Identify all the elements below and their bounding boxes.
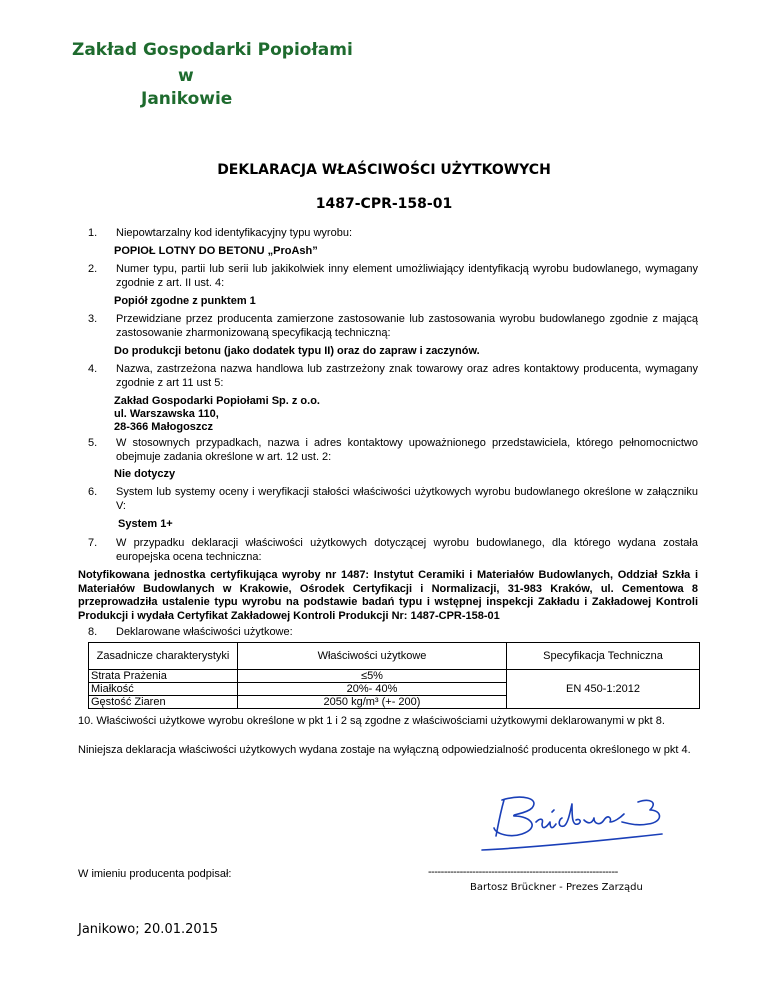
item-number: 1. xyxy=(88,227,98,239)
item-7 xyxy=(88,537,698,564)
item-1-answer: POPIOŁ LOTNY DO BETONU „ProAsh” xyxy=(114,245,318,257)
item-number: 2. xyxy=(88,263,98,275)
document-title: DEKLARACJA WŁAŚCIWOŚCI UŻYTKOWYCH xyxy=(217,162,551,178)
producer-name: Zakład Gospodarki Popiołami Sp. z o.o. xyxy=(114,395,320,407)
place-date: Janikowo; 20.01.2015 xyxy=(78,922,219,937)
header-cell: Specyfikacja Techniczna xyxy=(507,643,700,670)
signature-line: ------------------------------------------------------------ xyxy=(428,866,618,878)
item-1 xyxy=(88,227,698,241)
item-8 xyxy=(88,626,698,640)
item-3-answer: Do produkcji betonu (jako dodatek typu II) oraz do zapraw i zaczynów. xyxy=(114,345,480,357)
item-text: W stosownych przypadkach, nazwa i adres kontaktowy upoważnionego przedstawiciela, którego pełnomocnictwo obejmuje zadania określone w art. 12 ust. 2: xyxy=(116,437,698,463)
notified-body-statement: Notyfikowana jednostka certyfikująca wyroby nr 1487: Instytut Ceramiki i Materiałów Budowlanych, Oddział Szkła i Materiałów Budowlanych w Krakowie, Ośrodek Certyfikacji i Normalizacji, 31-983 Kraków, ul. Cementowa 8 przeprowadziła ustalenie typu wyrobu na podstawie badań typu i wstępnej inspekcji Zakładu i Zakładowej Kontroli Produkcji i wydała Certyfikat Zakładowej Kontroli Produkcji Nr: 1487-CPR-158-01 xyxy=(78,569,698,622)
table-row xyxy=(89,670,700,683)
conformity-paragraph: 10. Właściwości użytkowe wyrobu określone w pkt 1 i 2 są zgodne z właściwościami użytkowymi deklarowanymi w pkt 8. xyxy=(78,715,665,727)
item-6-answer: System 1+ xyxy=(118,518,173,530)
responsibility-paragraph: Niniejsza deklaracja właściwości użytkowych wydana zostaje na wyłączną odpowiedzialność producenta określonego w pkt 4. xyxy=(78,744,691,756)
item-number: 8. xyxy=(88,626,98,638)
header-cell: Zasadnicze charakterystyki xyxy=(89,643,238,670)
table-cell: 20%- 40% xyxy=(238,683,507,696)
item-text: W przypadku deklaracji właściwości użytkowych dotyczącej wyrobu budowlanego, dla którego wydana została europejska ocena techniczna: xyxy=(116,537,698,563)
table-cell: Gęstość Ziaren xyxy=(89,696,238,709)
signature-stroke xyxy=(559,804,580,826)
item-number: 6. xyxy=(88,486,98,498)
item-text: System lub systemy oceny i weryfikacji stałości właściwości użytkowych wyrobu budowlanego określone w załączniku V: xyxy=(116,486,698,512)
signature-stroke xyxy=(622,800,660,824)
handwritten-signature xyxy=(462,788,692,868)
company-name-line2: w xyxy=(178,66,194,86)
company-name-line3: Janikowie xyxy=(141,89,233,109)
item-text: Przewidziane przez producenta zamierzone zastosowanie lub zastosowania wyrobu budowlanego zgodnie z mającą zastosowanie zharmonizowaną specyfikacją techniczną: xyxy=(116,313,698,339)
document-number: 1487-CPR-158-01 xyxy=(315,196,453,212)
item-text: Deklarowane właściwości użytkowe: xyxy=(116,626,293,638)
header-cell: Właściwości użytkowe xyxy=(238,643,507,670)
item-number: 3. xyxy=(88,313,98,325)
producer-street: ul. Warszawska 110, xyxy=(114,408,219,420)
item-5 xyxy=(88,437,698,464)
signature-stroke xyxy=(482,834,662,850)
item-2-answer: Popiół zgodne z punktem 1 xyxy=(114,295,256,307)
table-cell: Miałkość xyxy=(89,683,238,696)
signature-stroke xyxy=(536,810,556,828)
table-header-row xyxy=(89,643,700,670)
item-text: Nazwa, zastrzeżona nazwa handlowa lub zastrzeżony znak towarowy oraz adres kontaktowy producenta, wymagany zgodnie z art 11 ust 5: xyxy=(116,363,698,389)
properties-table xyxy=(88,642,700,709)
signature-stroke xyxy=(584,814,624,824)
item-5-answer: Nie dotyczy xyxy=(114,468,176,480)
signed-label: W imieniu producenta podpisał: xyxy=(78,868,232,880)
item-number: 7. xyxy=(88,537,98,549)
table-cell: Strata Prażenia xyxy=(89,670,238,683)
item-text: Niepowtarzalny kod identyfikacyjny typu wyrobu: xyxy=(116,227,353,239)
signature-stroke xyxy=(496,800,504,836)
table-cell: 2050 kg/m³ (+- 200) xyxy=(238,696,507,709)
producer-address xyxy=(114,395,320,434)
item-number: 4. xyxy=(88,363,98,375)
item-4 xyxy=(88,363,698,390)
item-text: Numer typu, partii lub serii lub jakikolwiek inny element umożliwiający identyfikacją wyrobu budowlanego, wymagany zgodnie z art. II ust. 4: xyxy=(116,263,698,289)
item-2 xyxy=(88,263,698,290)
spec-cell: EN 450-1:2012 xyxy=(507,670,700,709)
producer-city: 28-366 Małogoszcz xyxy=(114,421,214,433)
signer-name: Bartosz Brückner - Prezes Zarządu xyxy=(470,882,643,893)
item-6 xyxy=(88,486,698,513)
item-number: 5. xyxy=(88,437,98,449)
item-3 xyxy=(88,313,698,340)
table-cell: ≤5% xyxy=(238,670,507,683)
company-name-line1: Zakład Gospodarki Popiołami xyxy=(72,40,353,60)
